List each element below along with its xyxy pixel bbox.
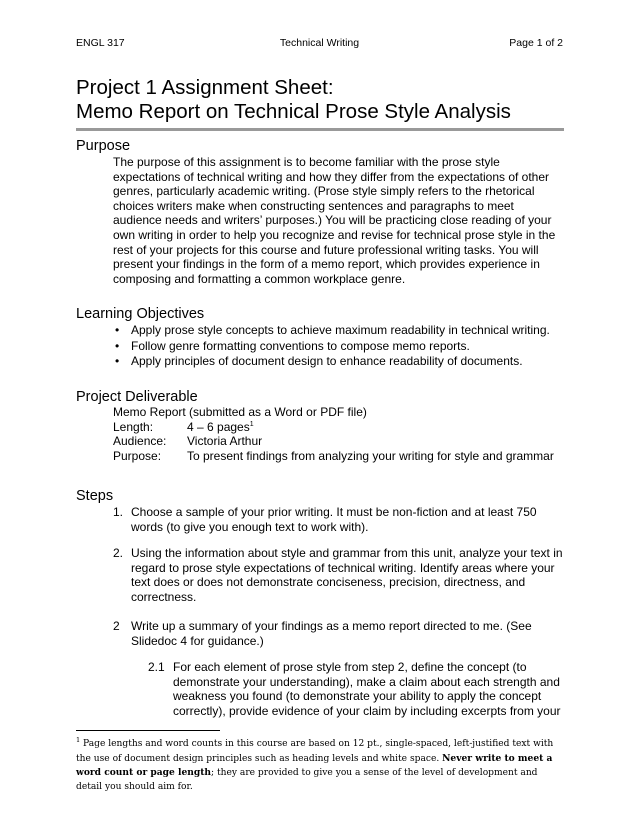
objectives-heading: Learning Objectives xyxy=(76,306,205,322)
step-item xyxy=(113,505,565,534)
footnote-mark: 1 xyxy=(76,735,81,744)
title-divider xyxy=(76,128,564,131)
deliverable-details xyxy=(113,405,568,463)
objective-item: • Follow genre formatting conventions to compose memo reports. xyxy=(115,338,470,353)
footnote-divider xyxy=(76,730,220,731)
page-header xyxy=(76,37,563,51)
substep-item xyxy=(148,660,564,718)
title-line-2: Memo Report on Technical Prose Style Analysis xyxy=(76,100,511,123)
purpose-heading: Purpose xyxy=(76,138,131,154)
footnote: $^1$ Page lengths and word counts in this course are based on 12 pt., single-spaced, left-justified text with the use of document design principles such as heading levels and white space. Never write to meet a word count or page length; they are provided to give you a sense of the level of development and detail you should aim for. xyxy=(76,735,554,792)
header-page-number: Page 1 of 2 xyxy=(509,37,563,49)
deliverable-length-row: Length: 4 – 6 pages$^1$ xyxy=(113,419,254,434)
step-text: Using the information about style and grammar from this unit, analyze your text in regard to prose style expectations of technical writing. Identify areas where your text does or does not demonstrate conciseness, precision, directness, and correctness. xyxy=(131,546,563,604)
step-number: 1. xyxy=(113,505,124,519)
purpose-paragraph: The purpose of this assignment is to become familiar with the prose style expectations of technical writing and how they differ from the expectations of other genres, particularly academic writing. (Prose style simply refers to the rhetorical choices writers make when constructing sentences and paragraphs to meet audience needs and writers’ purposes.) You will be practicing close reading of your own writing in order to help you recognize and revise for technical prose style in the rest of your projects for this course and future professional writing tasks. You will present your findings in the form of a memo report, which provides experience in composing and formatting a common workplace genre. xyxy=(113,155,556,286)
deliverable-audience-row: Audience: Victoria Arthur xyxy=(113,434,263,449)
step-number: 2. xyxy=(113,546,124,560)
bullet-icon: • xyxy=(115,323,120,337)
title-line-1: Project 1 Assignment Sheet: xyxy=(76,76,334,99)
substep-number: 2.1 xyxy=(148,660,165,674)
step-text: Write up a summary of your findings as a memo report directed to me. (See Slidedoc 4 for guidance.) xyxy=(131,619,532,648)
header-subject: Technical Writing xyxy=(279,37,360,49)
steps-heading: Steps xyxy=(76,488,114,504)
objective-item: • Apply principles of document design to enhance readability of documents. xyxy=(115,354,523,368)
deliverable-purpose-row: Purpose: To present findings from analyzing your writing for style and grammar xyxy=(113,448,554,463)
deliverable-heading: Project Deliverable xyxy=(76,389,198,405)
step-item xyxy=(113,619,565,648)
objective-item: • Apply prose style concepts to achieve maximum readability in technical writing. xyxy=(115,323,550,337)
deliverable-intro: Memo Report (submitted as a Word or PDF file) xyxy=(113,405,367,419)
objectives-list xyxy=(113,323,568,370)
bullet-icon: • xyxy=(115,338,120,353)
header-course: ENGL 317 xyxy=(76,37,125,49)
substep-text: For each element of prose style from step 2, define the concept (to demonstrate your understanding), make a claim about each strength and weakness you found (to demonstrate your ability to apply the concept correctly), provide evidence of your claim by including excerpts from your xyxy=(173,660,561,718)
bullet-icon: • xyxy=(115,354,120,368)
footnote-emphasis: Never write to meet a word count or page length xyxy=(76,752,553,778)
page-title xyxy=(76,76,566,124)
step-text: Choose a sample of your prior writing. It must be non-fiction and at least 750 words (to give you enough text to work with). xyxy=(131,505,537,534)
footnote-reference: 1 xyxy=(249,420,254,428)
step-item xyxy=(113,546,565,604)
step-number: 2 xyxy=(113,619,120,633)
